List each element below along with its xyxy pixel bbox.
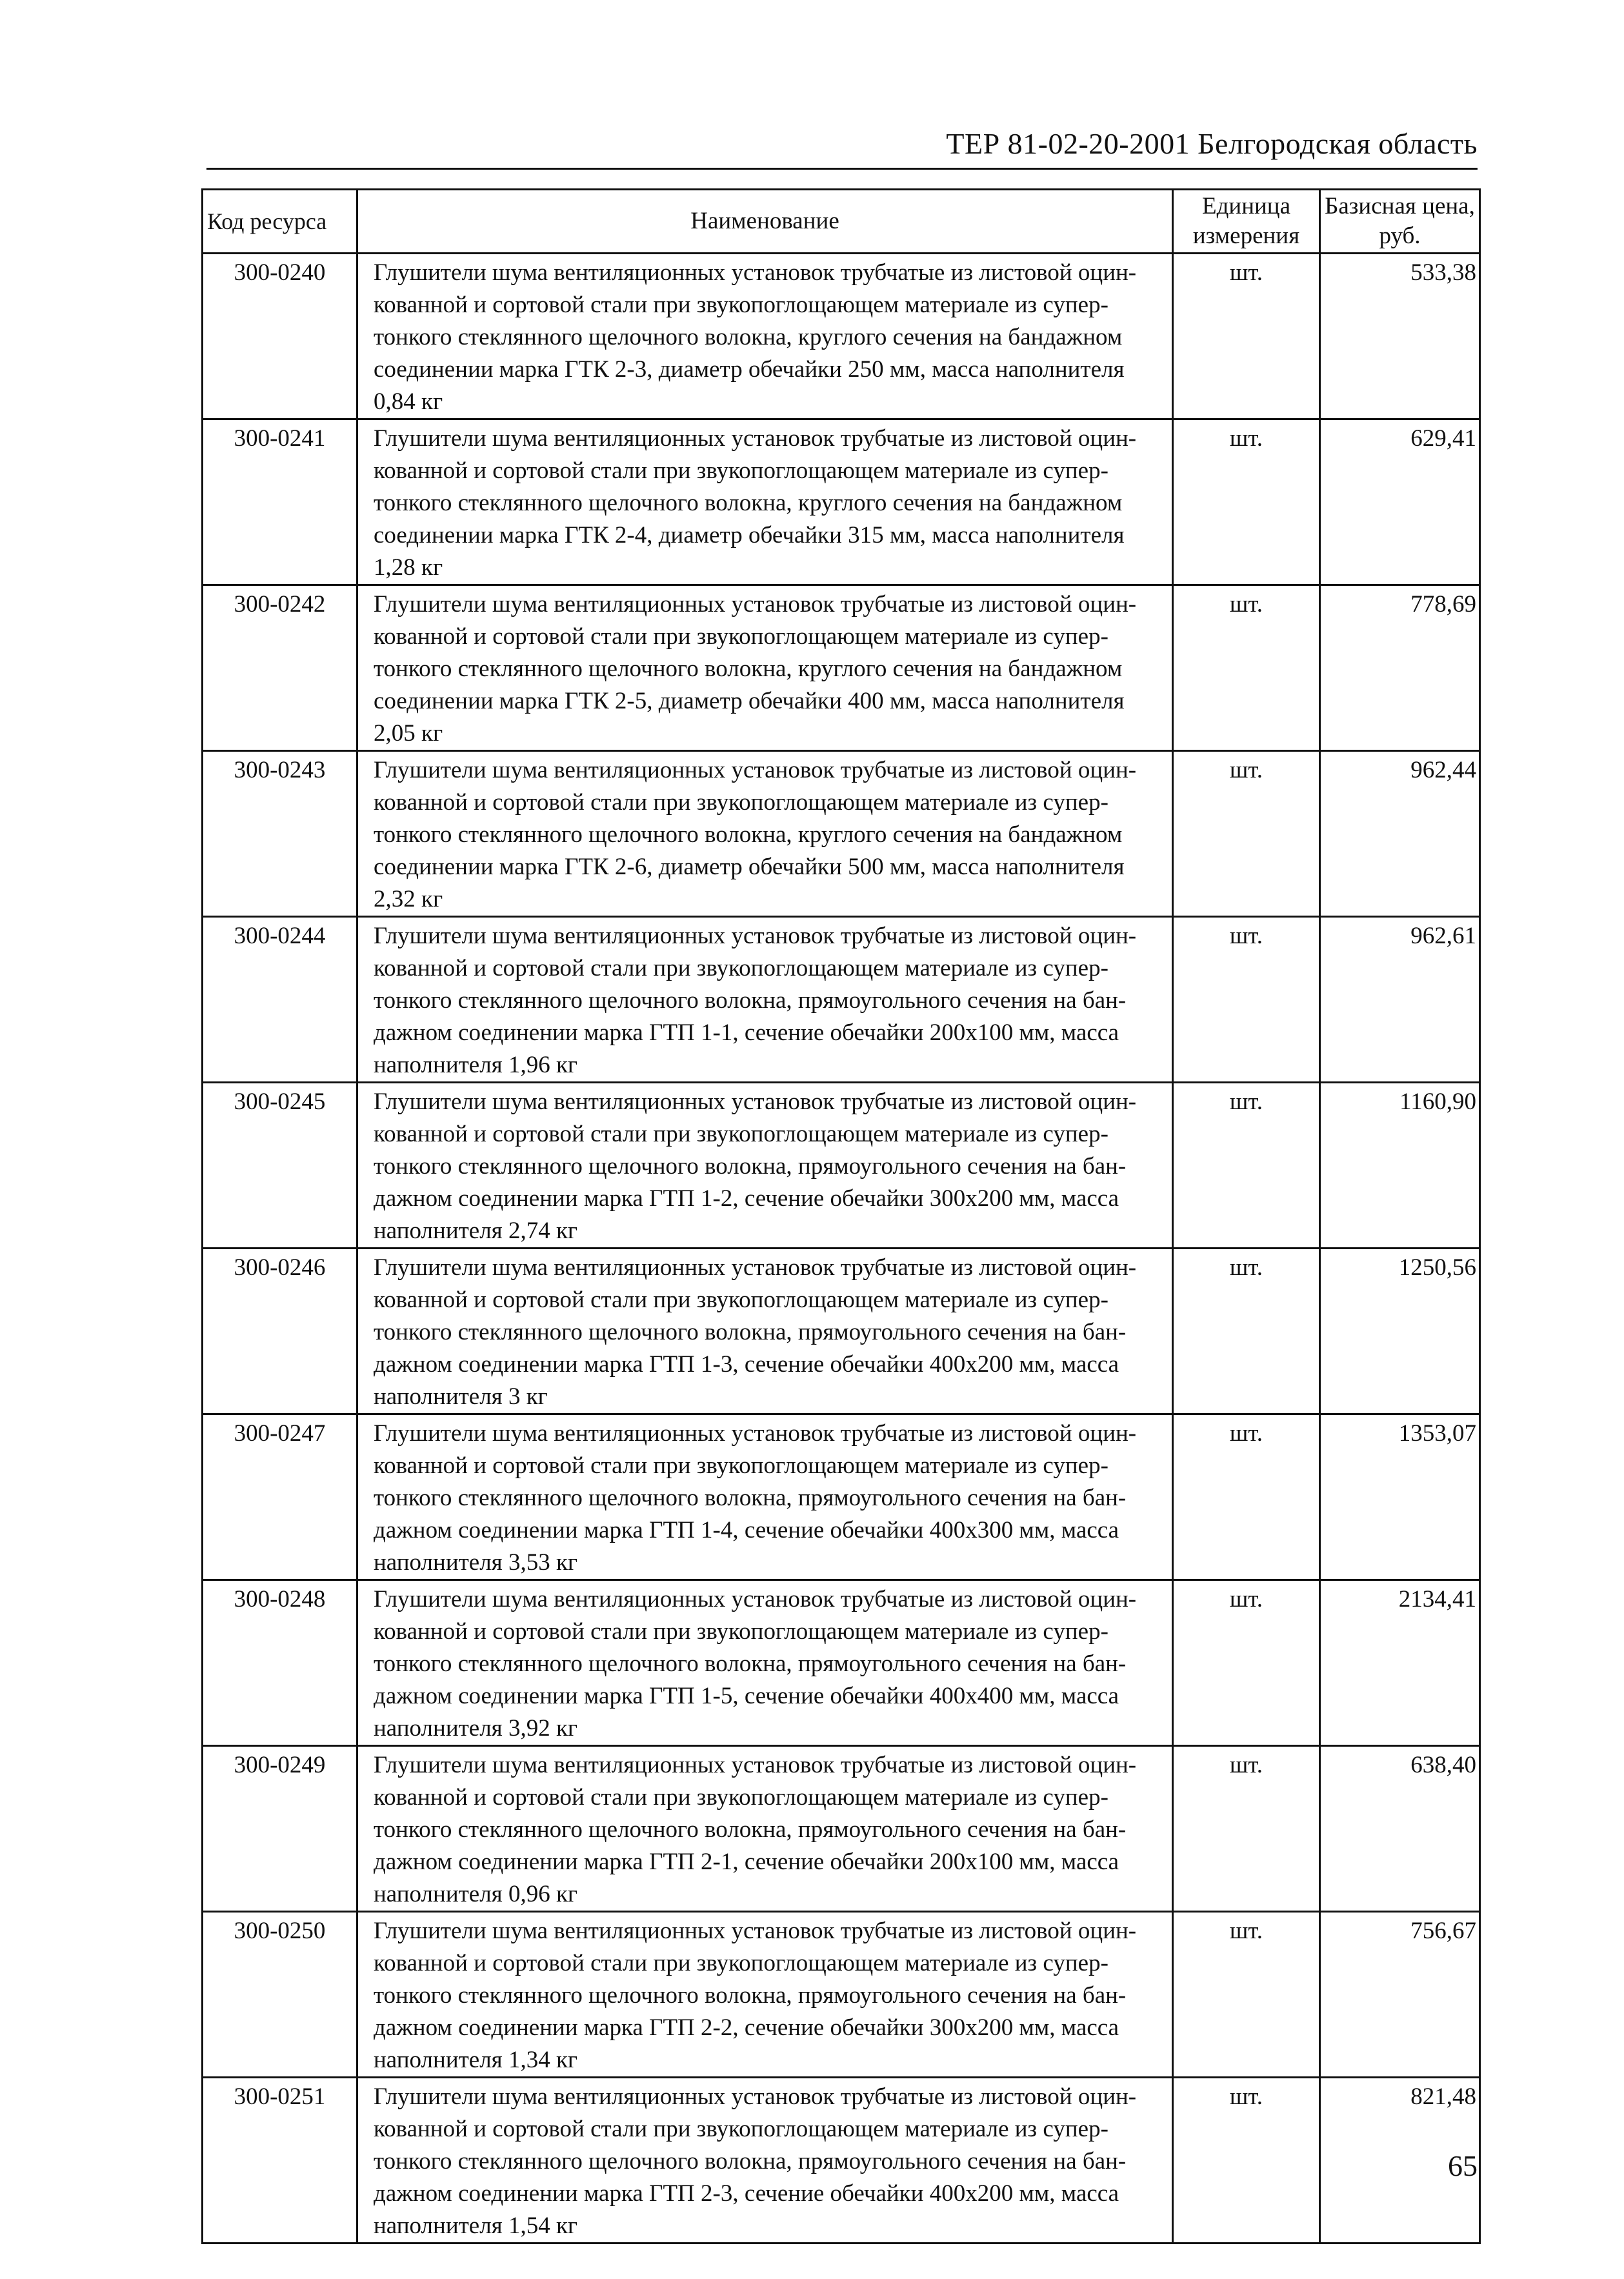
table-row (203, 1580, 1480, 1746)
price-cell: 1160,90 (1320, 1083, 1480, 1249)
price-cell: 533,38 (1320, 254, 1480, 419)
resource-name-cell: Глушители шума вентиляционных установок трубчатые из листовой оцин-кованной и сортовой стали при звукопоглощающем материале из супер-тонкого стеклянного щелочного волокна, прямоугольного сечения на бан-дажном соединении марка ГТП 1-4, сечение обечайки 400х300 мм, масса наполнителя 3,53 кг (357, 1414, 1173, 1580)
table-row (203, 585, 1480, 751)
table-row (203, 1249, 1480, 1414)
unit-cell: шт. (1173, 2078, 1320, 2244)
price-cell: 962,61 (1320, 917, 1480, 1083)
resource-name-cell: Глушители шума вентиляционных установок трубчатые из листовой оцин-кованной и сортовой стали при звукопоглощающем материале из супер-тонкого стеклянного щелочного волокна, прямоугольного сечения на бан-дажном соединении марка ГТП 1-2, сечение обечайки 300х200 мм, масса наполнителя 2,74 кг (357, 1083, 1173, 1249)
resource-code-cell: 300-0240 (203, 254, 357, 419)
resource-name-cell: Глушители шума вентиляционных установок трубчатые из листовой оцин-кованной и сортовой стали при звукопоглощающем материале из супер-тонкого стеклянного щелочного волокна, прямоугольного сечения на бан-дажном соединении марка ГТП 1-1, сечение обечайки 200х100 мм, масса наполнителя 1,96 кг (357, 917, 1173, 1083)
resource-code-cell: 300-0241 (203, 419, 357, 585)
column-header-name: Наименование (357, 190, 1173, 254)
table-header-row (203, 190, 1480, 254)
price-cell: 962,44 (1320, 751, 1480, 917)
page-number: 65 (1448, 2149, 1478, 2182)
unit-cell: шт. (1173, 419, 1320, 585)
table-row (203, 1083, 1480, 1249)
table-row (203, 1414, 1480, 1580)
unit-cell: шт. (1173, 1746, 1320, 1912)
unit-cell: шт. (1173, 585, 1320, 751)
price-cell: 2134,41 (1320, 1580, 1480, 1746)
resource-name-cell: Глушители шума вентиляционных установок трубчатые из листовой оцин-кованной и сортовой стали при звукопоглощающем материале из супер-тонкого стеклянного щелочного волокна, круглого сечения на бандажном соединении марка ГТК 2-4, диаметр обечайки 315 мм, масса наполнителя 1,28 кг (357, 419, 1173, 585)
table-row (203, 751, 1480, 917)
resource-name-cell: Глушители шума вентиляционных установок трубчатые из листовой оцин-кованной и сортовой стали при звукопоглощающем материале из супер-тонкого стеклянного щелочного волокна, круглого сечения на бандажном соединении марка ГТК 2-3, диаметр обечайки 250 мм, масса наполнителя 0,84 кг (357, 254, 1173, 419)
resource-code-cell: 300-0249 (203, 1746, 357, 1912)
table-body (203, 254, 1480, 2244)
resource-code-cell: 300-0250 (203, 1912, 357, 2078)
resource-code-cell: 300-0243 (203, 751, 357, 917)
resource-code-cell: 300-0245 (203, 1083, 357, 1249)
unit-cell: шт. (1173, 1580, 1320, 1746)
resource-code-cell: 300-0251 (203, 2078, 357, 2244)
column-header-code: Код ресурса (203, 190, 357, 254)
resource-code-cell: 300-0242 (203, 585, 357, 751)
price-cell: 629,41 (1320, 419, 1480, 585)
table-row (203, 419, 1480, 585)
table-row (203, 2078, 1480, 2244)
resource-name-cell: Глушители шума вентиляционных установок трубчатые из листовой оцин-кованной и сортовой стали при звукопоглощающем материале из супер-тонкого стеклянного щелочного волокна, прямоугольного сечения на бан-дажном соединении марка ГТП 2-2, сечение обечайки 300х200 мм, масса наполнителя 1,34 кг (357, 1912, 1173, 2078)
table-row (203, 254, 1480, 419)
column-header-price: Базисная цена, руб. (1320, 190, 1480, 254)
price-cell: 1250,56 (1320, 1249, 1480, 1414)
resource-name-cell: Глушители шума вентиляционных установок трубчатые из листовой оцин-кованной и сортовой стали при звукопоглощающем материале из супер-тонкого стеклянного щелочного волокна, круглого сечения на бандажном соединении марка ГТК 2-5, диаметр обечайки 400 мм, масса наполнителя 2,05 кг (357, 585, 1173, 751)
resource-name-cell: Глушители шума вентиляционных установок трубчатые из листовой оцин-кованной и сортовой стали при звукопоглощающем материале из супер-тонкого стеклянного щелочного волокна, прямоугольного сечения на бан-дажном соединении марка ГТП 1-5, сечение обечайки 400х400 мм, масса наполнителя 3,92 кг (357, 1580, 1173, 1746)
resource-name-cell: Глушители шума вентиляционных установок трубчатые из листовой оцин-кованной и сортовой стали при звукопоглощающем материале из супер-тонкого стеклянного щелочного волокна, прямоугольного сечения на бан-дажном соединении марка ГТП 2-3, сечение обечайки 400х200 мм, масса наполнителя 1,54 кг (357, 2078, 1173, 2244)
price-cell: 821,48 (1320, 2078, 1480, 2244)
unit-cell: шт. (1173, 1414, 1320, 1580)
document-header-title: ТЕР 81-02-20-2001 Белгородская область (946, 127, 1478, 160)
resource-code-cell: 300-0248 (203, 1580, 357, 1746)
header-divider (206, 168, 1478, 170)
table-row (203, 1746, 1480, 1912)
table-row (203, 1912, 1480, 2078)
resource-code-cell: 300-0244 (203, 917, 357, 1083)
price-cell: 1353,07 (1320, 1414, 1480, 1580)
price-cell: 756,67 (1320, 1912, 1480, 2078)
column-header-unit: Единица измерения (1173, 190, 1320, 254)
resource-name-cell: Глушители шума вентиляционных установок трубчатые из листовой оцин-кованной и сортовой стали при звукопоглощающем материале из супер-тонкого стеклянного щелочного волокна, прямоугольного сечения на бан-дажном соединении марка ГТП 1-3, сечение обечайки 400х200 мм, масса наполнителя 3 кг (357, 1249, 1173, 1414)
unit-cell: шт. (1173, 1083, 1320, 1249)
unit-cell: шт. (1173, 917, 1320, 1083)
unit-cell: шт. (1173, 254, 1320, 419)
resource-code-cell: 300-0247 (203, 1414, 357, 1580)
table-row (203, 917, 1480, 1083)
resource-price-table (201, 188, 1481, 2244)
unit-cell: шт. (1173, 751, 1320, 917)
unit-cell: шт. (1173, 1912, 1320, 2078)
resource-code-cell: 300-0246 (203, 1249, 357, 1414)
unit-cell: шт. (1173, 1249, 1320, 1414)
resource-name-cell: Глушители шума вентиляционных установок трубчатые из листовой оцин-кованной и сортовой стали при звукопоглощающем материале из супер-тонкого стеклянного щелочного волокна, круглого сечения на бандажном соединении марка ГТК 2-6, диаметр обечайки 500 мм, масса наполнителя 2,32 кг (357, 751, 1173, 917)
price-cell: 778,69 (1320, 585, 1480, 751)
price-cell: 638,40 (1320, 1746, 1480, 1912)
resource-name-cell: Глушители шума вентиляционных установок трубчатые из листовой оцин-кованной и сортовой стали при звукопоглощающем материале из супер-тонкого стеклянного щелочного волокна, прямоугольного сечения на бан-дажном соединении марка ГТП 2-1, сечение обечайки 200х100 мм, масса наполнителя 0,96 кг (357, 1746, 1173, 1912)
